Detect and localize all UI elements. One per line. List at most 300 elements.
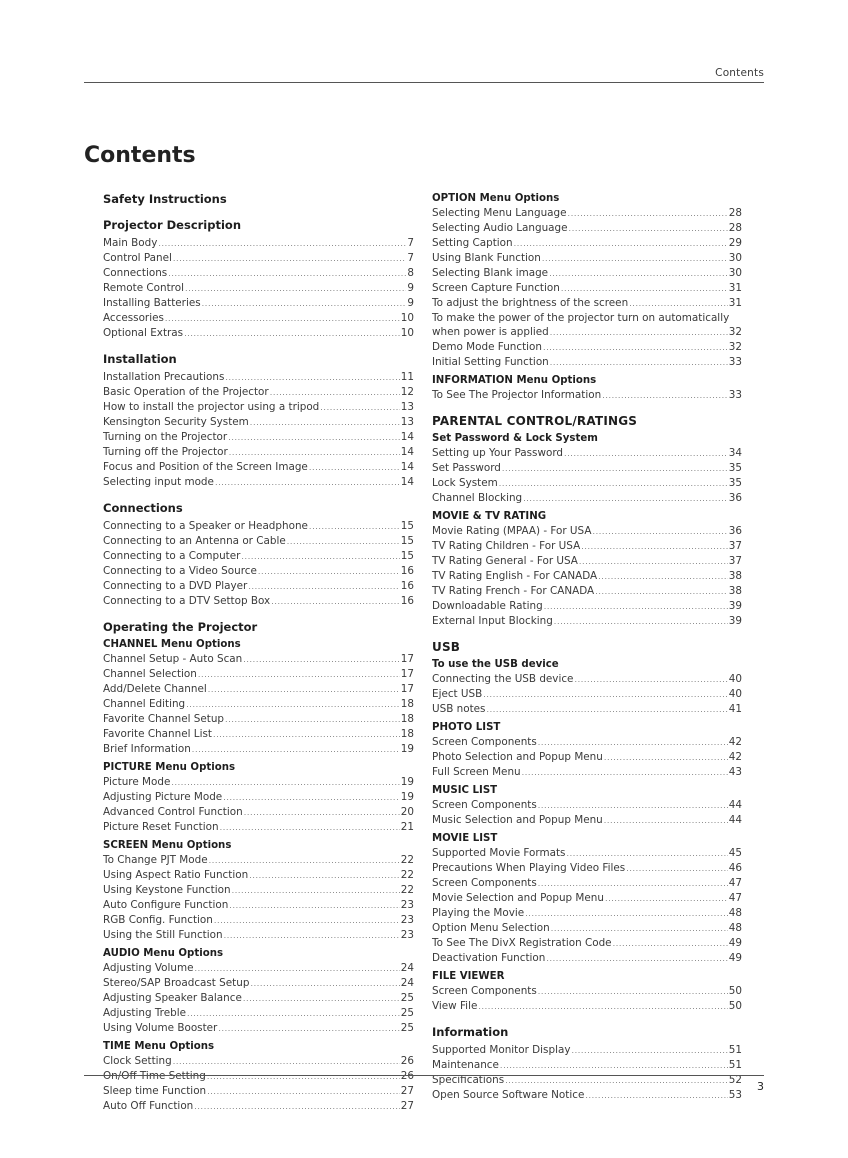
toc-entry-page: 18 [400,698,414,710]
toc-entry[interactable] [432,951,742,966]
toc-entry-page: 17 [400,683,414,695]
toc-entries [432,735,742,780]
toc-entry[interactable] [432,921,742,936]
toc-subsection-title[interactable]: MOVIE LIST [432,833,498,844]
toc-entry[interactable] [432,984,742,999]
dot-leader [561,282,728,296]
toc-section-title[interactable]: Installation [103,352,177,366]
toc-entry[interactable] [432,891,742,906]
toc-entry-text: External Input Blocking [432,615,553,627]
toc-entry-page: 52 [728,1074,742,1086]
toc-entry-text: Basic Operation of the Projector [103,386,269,398]
toc-entry[interactable] [103,579,414,594]
toc-entry[interactable] [103,667,414,682]
toc-entry[interactable] [103,913,414,928]
toc-entry-text: Using Blank Function [432,252,541,264]
toc-entry-page: 15 [400,535,414,547]
toc-entry[interactable] [432,599,742,614]
toc-entry-page: 33 [728,389,742,401]
toc-subsection-title[interactable]: SCREEN Menu Options [103,840,232,851]
toc-entry-page: 10 [400,312,414,324]
toc-entry-text: Specifications [432,1074,505,1086]
toc-entry-text: Screen Capture Function [432,282,560,294]
toc-entry[interactable] [432,569,742,584]
dot-leader [208,683,400,697]
toc-entry-text: Main Body [103,237,158,249]
toc-entry-text: Channel Blocking [432,492,523,504]
toc-entry[interactable] [103,445,414,460]
dot-leader [187,1007,400,1021]
dot-leader [538,877,728,891]
toc-entry-page: 36 [728,492,742,504]
toc-entry[interactable] [432,1058,742,1073]
dot-leader [184,327,400,341]
toc-entry-page: 15 [400,550,414,562]
dot-leader [215,476,400,490]
toc-entry-page: 44 [728,799,742,811]
toc-entry-text: View File [432,1000,478,1012]
dot-leader [213,728,400,742]
dot-leader [218,1022,399,1036]
toc-entry[interactable] [432,221,742,236]
toc-entry-text: Option Menu Selection [432,922,550,934]
toc-entry-text: Connecting the USB device [432,673,574,685]
toc-entry-text: TV Rating French - For CANADA [432,585,595,597]
toc-entry-text: Screen Components [432,799,537,811]
page-number: 3 [757,1080,764,1093]
toc-entry-text: Connecting to a Video Source [103,565,257,577]
toc-entry-text: To See The Projector Information [432,389,602,401]
toc-entry[interactable] [103,430,414,445]
toc-subsection-title[interactable]: INFORMATION Menu Options [432,375,597,386]
dot-leader [604,751,728,765]
toc-entries [432,340,742,370]
dot-leader [243,653,400,667]
toc-entry[interactable] [432,614,742,629]
top-rule [84,82,764,83]
toc-entries [432,672,742,717]
dot-leader [320,401,399,415]
dot-leader [592,525,727,539]
toc-entry[interactable] [103,976,414,991]
toc-entry[interactable] [103,820,414,835]
dot-leader [258,565,400,579]
toc-entry[interactable] [432,461,742,476]
toc-entry-text: To Change PJT Mode [103,854,208,866]
dot-leader [595,585,728,599]
dot-leader [525,907,728,921]
toc-entry-text: Supported Monitor Display [432,1044,571,1056]
dot-leader [542,252,728,266]
toc-entry-text: Photo Selection and Popup Menu [432,751,603,763]
toc-entry-page: 41 [728,703,742,715]
toc-entry[interactable] [103,1084,414,1099]
toc-entry-text: How to install the projector using a tripod [103,401,320,413]
toc-entry-text: Full Screen Menu [432,766,521,778]
toc-entry-page: 35 [728,462,742,474]
toc-entry-page: 14 [400,431,414,443]
toc-subsection-title[interactable]: TIME Menu Options [103,1041,215,1052]
toc-entry-page: 7 [407,252,414,264]
dot-leader [220,821,400,835]
toc-entry[interactable] [103,928,414,943]
toc-entry-page: 9 [407,297,414,309]
toc-entry[interactable] [432,476,742,491]
toc-section-title[interactable]: Operating the Projector [103,620,258,634]
dot-leader [564,447,728,461]
toc-entry-text: Optional Extras [103,327,184,339]
toc-subsection-title[interactable]: FILE VIEWER [432,971,505,982]
toc-section-title[interactable]: Safety Instructions [103,192,227,206]
toc-entry[interactable] [103,281,414,296]
toc-entry-text: Setting up Your Password [432,447,564,459]
dot-leader [250,977,399,991]
dot-leader [566,847,727,861]
dot-leader [244,806,400,820]
toc-entry-page: 45 [728,847,742,859]
toc-entry-text: Kensington Security System [103,416,249,428]
toc-entry-text: Selecting input mode [103,476,214,488]
toc-entry-text: Open Source Software Notice [432,1089,585,1101]
toc-entry-text: Setting Caption [432,237,513,249]
toc-subsection-title[interactable]: To use the USB device [432,659,559,670]
toc-entry[interactable] [103,883,414,898]
toc-entry-text: Sleep time Function [103,1085,207,1097]
toc-entry-text: Installing Batteries [103,297,201,309]
toc-entry-page: 19 [400,743,414,755]
toc-entry-text: Adjusting Volume [103,962,194,974]
toc-entry[interactable] [103,697,414,712]
dot-leader [543,341,728,355]
toc-entry-page: 51 [728,1044,742,1056]
toc-entry-text: Favorite Channel List [103,728,212,740]
dot-leader [626,862,728,876]
toc-entry-text: Maintenance [432,1059,499,1071]
dot-leader [168,267,406,281]
toc-entry[interactable] [103,961,414,976]
toc-entry-text: Add/Delete Channel [103,683,207,695]
dot-leader [158,237,406,251]
toc-entry-page: 11 [400,371,414,383]
toc-entry-text: USB notes [432,703,486,715]
toc-entry[interactable] [432,702,742,717]
toc-entry-page: 25 [400,1007,414,1019]
toc-entry-text: Using Aspect Ratio Function [103,869,249,881]
toc-entry-page: 32 [728,326,742,338]
toc-entry[interactable] [432,296,742,311]
toc-entry-page: 23 [400,899,414,911]
toc-entry[interactable] [432,539,742,554]
toc-entry[interactable] [103,898,414,913]
dot-leader [523,492,728,506]
toc-entry[interactable] [103,400,414,415]
toc-entries [432,1043,742,1103]
toc-entry-page: 30 [728,252,742,264]
toc-entries [432,206,742,311]
toc-entry[interactable] [432,491,742,506]
toc-entry-text: Screen Components [432,985,537,997]
toc-entry[interactable] [432,813,742,828]
dot-leader [248,580,399,594]
toc-entry-page: 18 [400,713,414,725]
toc-entry[interactable] [432,906,742,921]
toc-entry[interactable] [432,798,742,813]
dot-leader [214,914,400,928]
toc-section-title[interactable]: USB [432,640,461,654]
toc-entry-page: 46 [728,862,742,874]
dot-leader [223,791,400,805]
toc-entry-page: 16 [400,595,414,607]
dot-leader [198,668,400,682]
dot-leader [173,252,406,266]
dot-leader [228,431,400,445]
dot-leader [499,477,728,491]
toc-entry[interactable] [103,991,414,1006]
toc-entry[interactable] [432,672,742,687]
toc-entry-page: 40 [728,688,742,700]
toc-section-title[interactable]: Information [432,1025,509,1039]
toc-entry[interactable] [103,742,414,757]
toc-entries [103,652,414,757]
toc-entry-text: Connecting to a Speaker or Headphone [103,520,308,532]
toc-entry[interactable] [103,853,414,868]
toc-entry[interactable] [432,735,742,750]
toc-section-title[interactable]: PARENTAL CONTROL/RATINGS [432,414,638,428]
toc-entry[interactable] [432,584,742,599]
toc-entry[interactable] [432,1088,742,1103]
dot-leader [500,1059,728,1073]
toc-entry[interactable] [103,1006,414,1021]
dot-leader [195,962,400,976]
toc-entry-text: TV Rating General - For USA [432,555,578,567]
toc-entry-text: Downloadable Rating [432,600,543,612]
toc-entry-page: 12 [400,386,414,398]
dot-leader [478,1000,727,1014]
dot-leader [309,520,400,534]
toc-entry[interactable] [103,519,414,534]
toc-subsection-title[interactable]: MUSIC LIST [432,785,498,796]
toc-entry[interactable] [103,652,414,667]
dot-leader [225,713,400,727]
toc-entry[interactable] [432,355,742,370]
toc-entries [103,236,414,341]
toc-entry[interactable] [103,727,414,742]
toc-entry[interactable] [432,750,742,765]
toc-entry-text: Connecting to a Computer [103,550,241,562]
toc-entry-text: To adjust the brightness of the screen [432,297,629,309]
toc-entry[interactable] [103,326,414,341]
toc-entry[interactable] [103,1099,414,1114]
toc-entry-text: RGB Config. Function [103,914,213,926]
dot-leader [202,297,407,311]
toc-entry[interactable] [432,861,742,876]
toc-entry-wrapped-line[interactable]: To make the power of the projector turn on automatically [432,312,730,324]
toc-entry[interactable] [103,296,414,311]
toc-entry-text: when power is applied [432,326,549,338]
toc-entry[interactable] [432,325,742,340]
toc-subsection-title[interactable]: AUDIO Menu Options [103,948,224,959]
toc-entry-text: Focus and Position of the Screen Image [103,461,308,473]
toc-entry-page: 43 [728,766,742,778]
dot-leader [309,461,400,475]
toc-entry-text: Selecting Audio Language [432,222,568,234]
dot-leader [551,922,728,936]
toc-entry[interactable] [432,251,742,266]
toc-entry-page: 19 [400,791,414,803]
dot-leader [514,237,728,251]
running-head: Contents [715,67,764,79]
toc-entry[interactable] [432,554,742,569]
toc-entry-page: 13 [400,416,414,428]
toc-entry[interactable] [432,236,742,251]
toc-entry[interactable] [103,775,414,790]
toc-entry[interactable] [103,805,414,820]
toc-entry-page: 15 [400,520,414,532]
toc-entry-text: Channel Selection [103,668,197,680]
toc-section-title[interactable]: Connections [103,501,183,515]
toc-entry-page: 49 [728,952,742,964]
toc-entry-page: 17 [400,668,414,680]
toc-entry[interactable] [432,340,742,355]
toc-entry[interactable] [103,564,414,579]
toc-entry-page: 14 [400,461,414,473]
toc-entry-text: Channel Editing [103,698,186,710]
dot-leader [486,703,727,717]
toc-entry-page: 31 [728,282,742,294]
toc-section-title[interactable]: Projector Description [103,218,242,232]
toc-entry-page: 10 [400,327,414,339]
toc-entry-text: Using Keystone Function [103,884,231,896]
toc-entry[interactable] [103,236,414,251]
toc-entry[interactable] [432,999,742,1014]
toc-entry-text: Accessories [103,312,164,324]
toc-entry-text: Adjusting Speaker Balance [103,992,242,1004]
dot-leader [270,386,400,400]
toc-entry[interactable] [103,385,414,400]
toc-entry[interactable] [432,281,742,296]
toc-entry[interactable] [432,1043,742,1058]
toc-entry[interactable] [103,549,414,564]
dot-leader [241,550,399,564]
toc-entry-page: 27 [400,1100,414,1112]
toc-entry[interactable] [103,266,414,281]
toc-entry[interactable] [432,206,742,221]
toc-entry[interactable] [103,251,414,266]
dot-leader [569,222,728,236]
toc-entry-page: 39 [728,600,742,612]
toc-subsection-title[interactable]: PICTURE Menu Options [103,762,236,773]
toc-subsection-title[interactable]: OPTION Menu Options [432,193,560,204]
toc-entry-page: 28 [728,207,742,219]
toc-entry[interactable] [432,266,742,281]
dot-leader [207,1070,400,1084]
toc-entry-text: Channel Setup - Auto Scan [103,653,243,665]
toc-subsection-title[interactable]: CHANNEL Menu Options [103,639,241,650]
toc-entry[interactable] [432,846,742,861]
toc-entry-text: Remote Control [103,282,184,294]
toc-entry-text: To See The DivX Registration Code [432,937,612,949]
toc-entry-text: Set Password [432,462,501,474]
toc-entry-text: Connecting to a DVD Player [103,580,248,592]
toc-entry[interactable] [103,534,414,549]
toc-entry-page: 25 [400,1022,414,1034]
toc-entry-text: Installation Precautions [103,371,225,383]
toc-entry[interactable] [103,460,414,475]
toc-entry-page: 37 [728,555,742,567]
toc-entry[interactable] [103,475,414,490]
toc-entries [103,519,414,609]
toc-entry[interactable] [432,388,742,403]
toc-entry[interactable] [103,594,414,609]
toc-entry[interactable] [103,868,414,883]
dot-leader [192,743,400,757]
toc-entry[interactable] [103,1069,414,1084]
toc-entry[interactable] [103,1021,414,1036]
dot-leader [250,416,400,430]
dot-leader [271,595,400,609]
toc-entry-text: Screen Components [432,877,537,889]
toc-subsection-title[interactable]: PHOTO LIST [432,722,501,733]
dot-leader [194,1100,400,1114]
toc-entry-text: Connections [103,267,168,279]
toc-entry-page: 44 [728,814,742,826]
dot-leader [574,673,727,687]
toc-entry[interactable] [432,765,742,780]
toc-entry-page: 50 [728,985,742,997]
dot-leader [483,688,728,702]
toc-entry[interactable] [103,311,414,326]
dot-leader [538,736,728,750]
toc-entry-page: 40 [728,673,742,685]
toc-entry-text: Selecting Blank image [432,267,549,279]
dot-leader [538,985,728,999]
toc-subsection-title[interactable]: Set Password & Lock System [432,433,598,444]
dot-leader [546,952,727,966]
toc-entry-page: 16 [400,565,414,577]
toc-entry-page: 36 [728,525,742,537]
dot-leader [568,207,728,221]
toc-subsection-title[interactable]: MOVIE & TV RATING [432,511,547,522]
toc-entry[interactable] [432,524,742,539]
toc-entry[interactable] [432,446,742,461]
toc-entries [432,798,742,828]
toc-entry-page: 28 [728,222,742,234]
toc-entry[interactable] [432,687,742,702]
toc-entry-page: 16 [400,580,414,592]
toc-entry[interactable] [103,712,414,727]
toc-entry[interactable] [432,936,742,951]
toc-entry-page: 47 [728,877,742,889]
toc-entry-page: 21 [400,821,414,833]
dot-leader [186,698,400,712]
toc-entry-page: 17 [400,653,414,665]
toc-entry[interactable] [432,876,742,891]
toc-entry[interactable] [103,790,414,805]
toc-entry[interactable] [103,1054,414,1069]
dot-leader [554,615,728,629]
toc-entry[interactable] [103,682,414,697]
toc-entry-page: 22 [400,869,414,881]
toc-entries [103,1054,414,1114]
toc-entry-page: 38 [728,570,742,582]
toc-entry[interactable] [103,370,414,385]
dot-leader [209,854,400,868]
toc-entry-page: 31 [728,297,742,309]
toc-entry[interactable] [103,415,414,430]
toc-entry-text: Playing the Movie [432,907,525,919]
toc-entry-page: 24 [400,962,414,974]
toc-entry-page: 38 [728,585,742,597]
